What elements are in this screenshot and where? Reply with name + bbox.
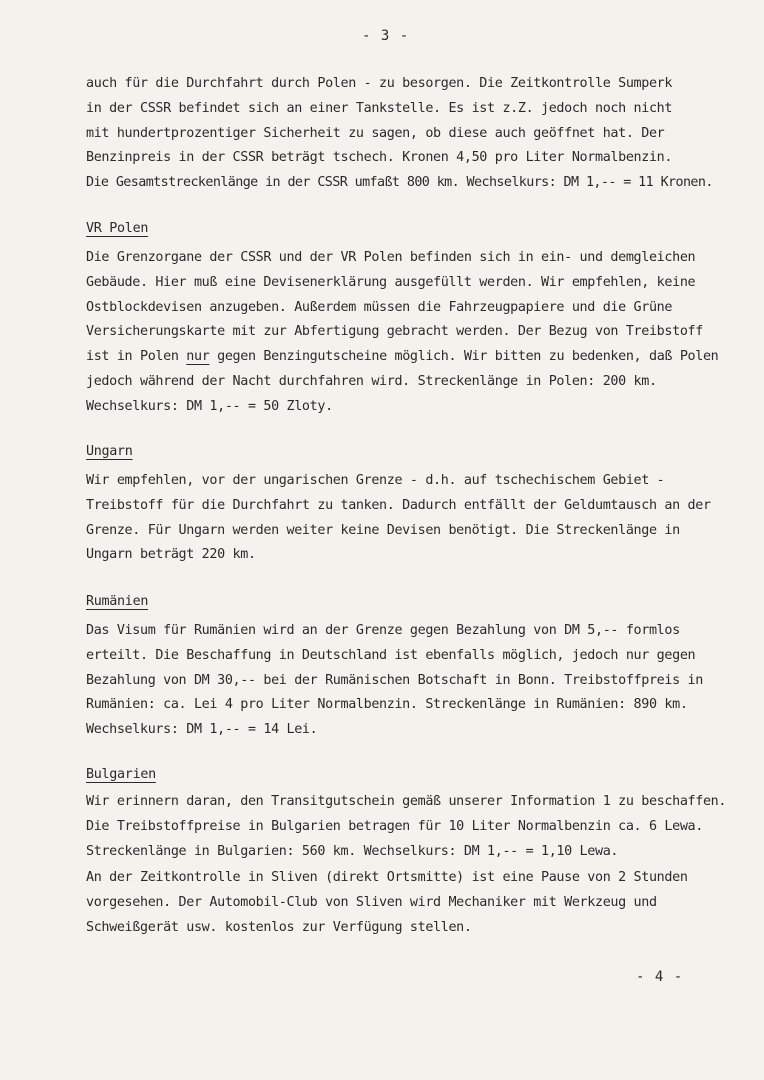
text-line: mit hundertprozentiger Sicherheit zu sagen, ob diese auch geöffnet hat. Der (86, 125, 665, 141)
bulgarien-paragraph-1 (86, 790, 746, 864)
rumaenien-paragraph (86, 619, 746, 743)
text-line: Grenze. Für Ungarn werden weiter keine Devisen benötigt. Die Streckenlänge in (86, 522, 680, 538)
polen-paragraph (86, 246, 746, 420)
section-heading-ungarn: Ungarn (86, 444, 133, 459)
text-line: An der Zeitkontrolle in Sliven (direkt Ortsmitte) ist eine Pause von 2 Stunden (86, 870, 688, 885)
text-line: Die Gesamtstreckenlänge in der CSSR umfaßt 800 km. Wechselkurs: DM 1,-- = 11 Kronen. (86, 175, 713, 191)
text-line: Ostblockdevisen anzugeben. Außerdem müssen die Fahrzeugpapiere und die Grüne (86, 299, 673, 315)
section-heading-rumaenien: Rumänien (86, 594, 149, 609)
section-heading-bulgarien: Bulgarien (86, 767, 156, 782)
emphasis-nur: nur (186, 349, 210, 365)
text-line: in der CSSR befindet sich an einer Tankstelle. Es ist z.Z. jedoch noch nicht (86, 100, 673, 116)
text-line: vorgesehen. Der Automobil-Club von Sliven wird Mechaniker mit Werkzeug und (86, 894, 657, 910)
text-segment: ist in Polen (86, 349, 187, 365)
text-line: Benzinpreis in der CSSR beträgt tschech. Kronen 4,50 pro Liter Normalbenzin. (86, 150, 673, 166)
text-line (86, 345, 746, 370)
text-line: Die Grenzorgane der CSSR und der VR Polen befinden sich in ein- und demgleichen (86, 250, 696, 265)
page-number: - 3 - (362, 28, 410, 44)
text-line: erteilt. Die Beschaffung in Deutschland ist ebenfalls möglich, jedoch nur gegen (86, 647, 696, 663)
text-line: Versicherungskarte mit zur Abfertigung gebracht werden. Der Bezug von Treibstoff (86, 324, 703, 340)
text-line: Ungarn beträgt 220 km. (86, 547, 256, 563)
text-line: Treibstoff für die Durchfahrt zu tanken. Dadurch entfällt der Geldumtausch an der (86, 497, 711, 513)
text-line: Wechselkurs: DM 1,-- = 50 Zloty. (86, 398, 333, 414)
text-line: Das Visum für Rumänien wird an der Grenze gegen Bezahlung von DM 5,-- formlos (86, 623, 680, 638)
text-segment: gegen Benzingutscheine möglich. Wir bitten zu bedenken, daß Polen (209, 349, 719, 365)
text-line: jedoch während der Nacht durchfahren wird. Streckenlänge in Polen: 200 km. (86, 373, 657, 389)
text-line: Wir erinnern daran, den Transitgutschein gemäß unserer Information 1 zu beschaffen. (86, 794, 727, 809)
next-page-indicator: - 4 - (636, 969, 684, 985)
text-line: auch für die Durchfahrt durch Polen - zu besorgen. Die Zeitkontrolle Sumperk (86, 76, 673, 91)
ungarn-paragraph (86, 469, 746, 568)
intro-paragraph (86, 72, 746, 196)
text-line: Wir empfehlen, vor der ungarischen Grenze - d.h. auf tschechischem Gebiet - (86, 473, 665, 488)
section-heading-polen: VR Polen (86, 221, 149, 236)
text-line: Gebäude. Hier muß eine Devisenerklärung ausgefüllt werden. Wir empfehlen, keine (86, 274, 696, 290)
text-line: Die Treibstoffpreise in Bulgarien betragen für 10 Liter Normalbenzin ca. 6 Lewa. (86, 818, 703, 834)
text-line: Wechselkurs: DM 1,-- = 14 Lei. (86, 722, 318, 738)
text-line: Schweißgerät usw. kostenlos zur Verfügung stellen. (86, 919, 472, 935)
text-line: Streckenlänge in Bulgarien: 560 km. Wechselkurs: DM 1,-- = 1,10 Lewa. (86, 843, 619, 859)
text-line: Rumänien: ca. Lei 4 pro Liter Normalbenzin. Streckenlänge in Rumänien: 890 km. (86, 697, 688, 713)
bulgarien-paragraph-2 (86, 866, 746, 940)
text-line: Bezahlung von DM 30,-- bei der Rumänischen Botschaft in Bonn. Treibstoffpreis in (86, 672, 703, 688)
